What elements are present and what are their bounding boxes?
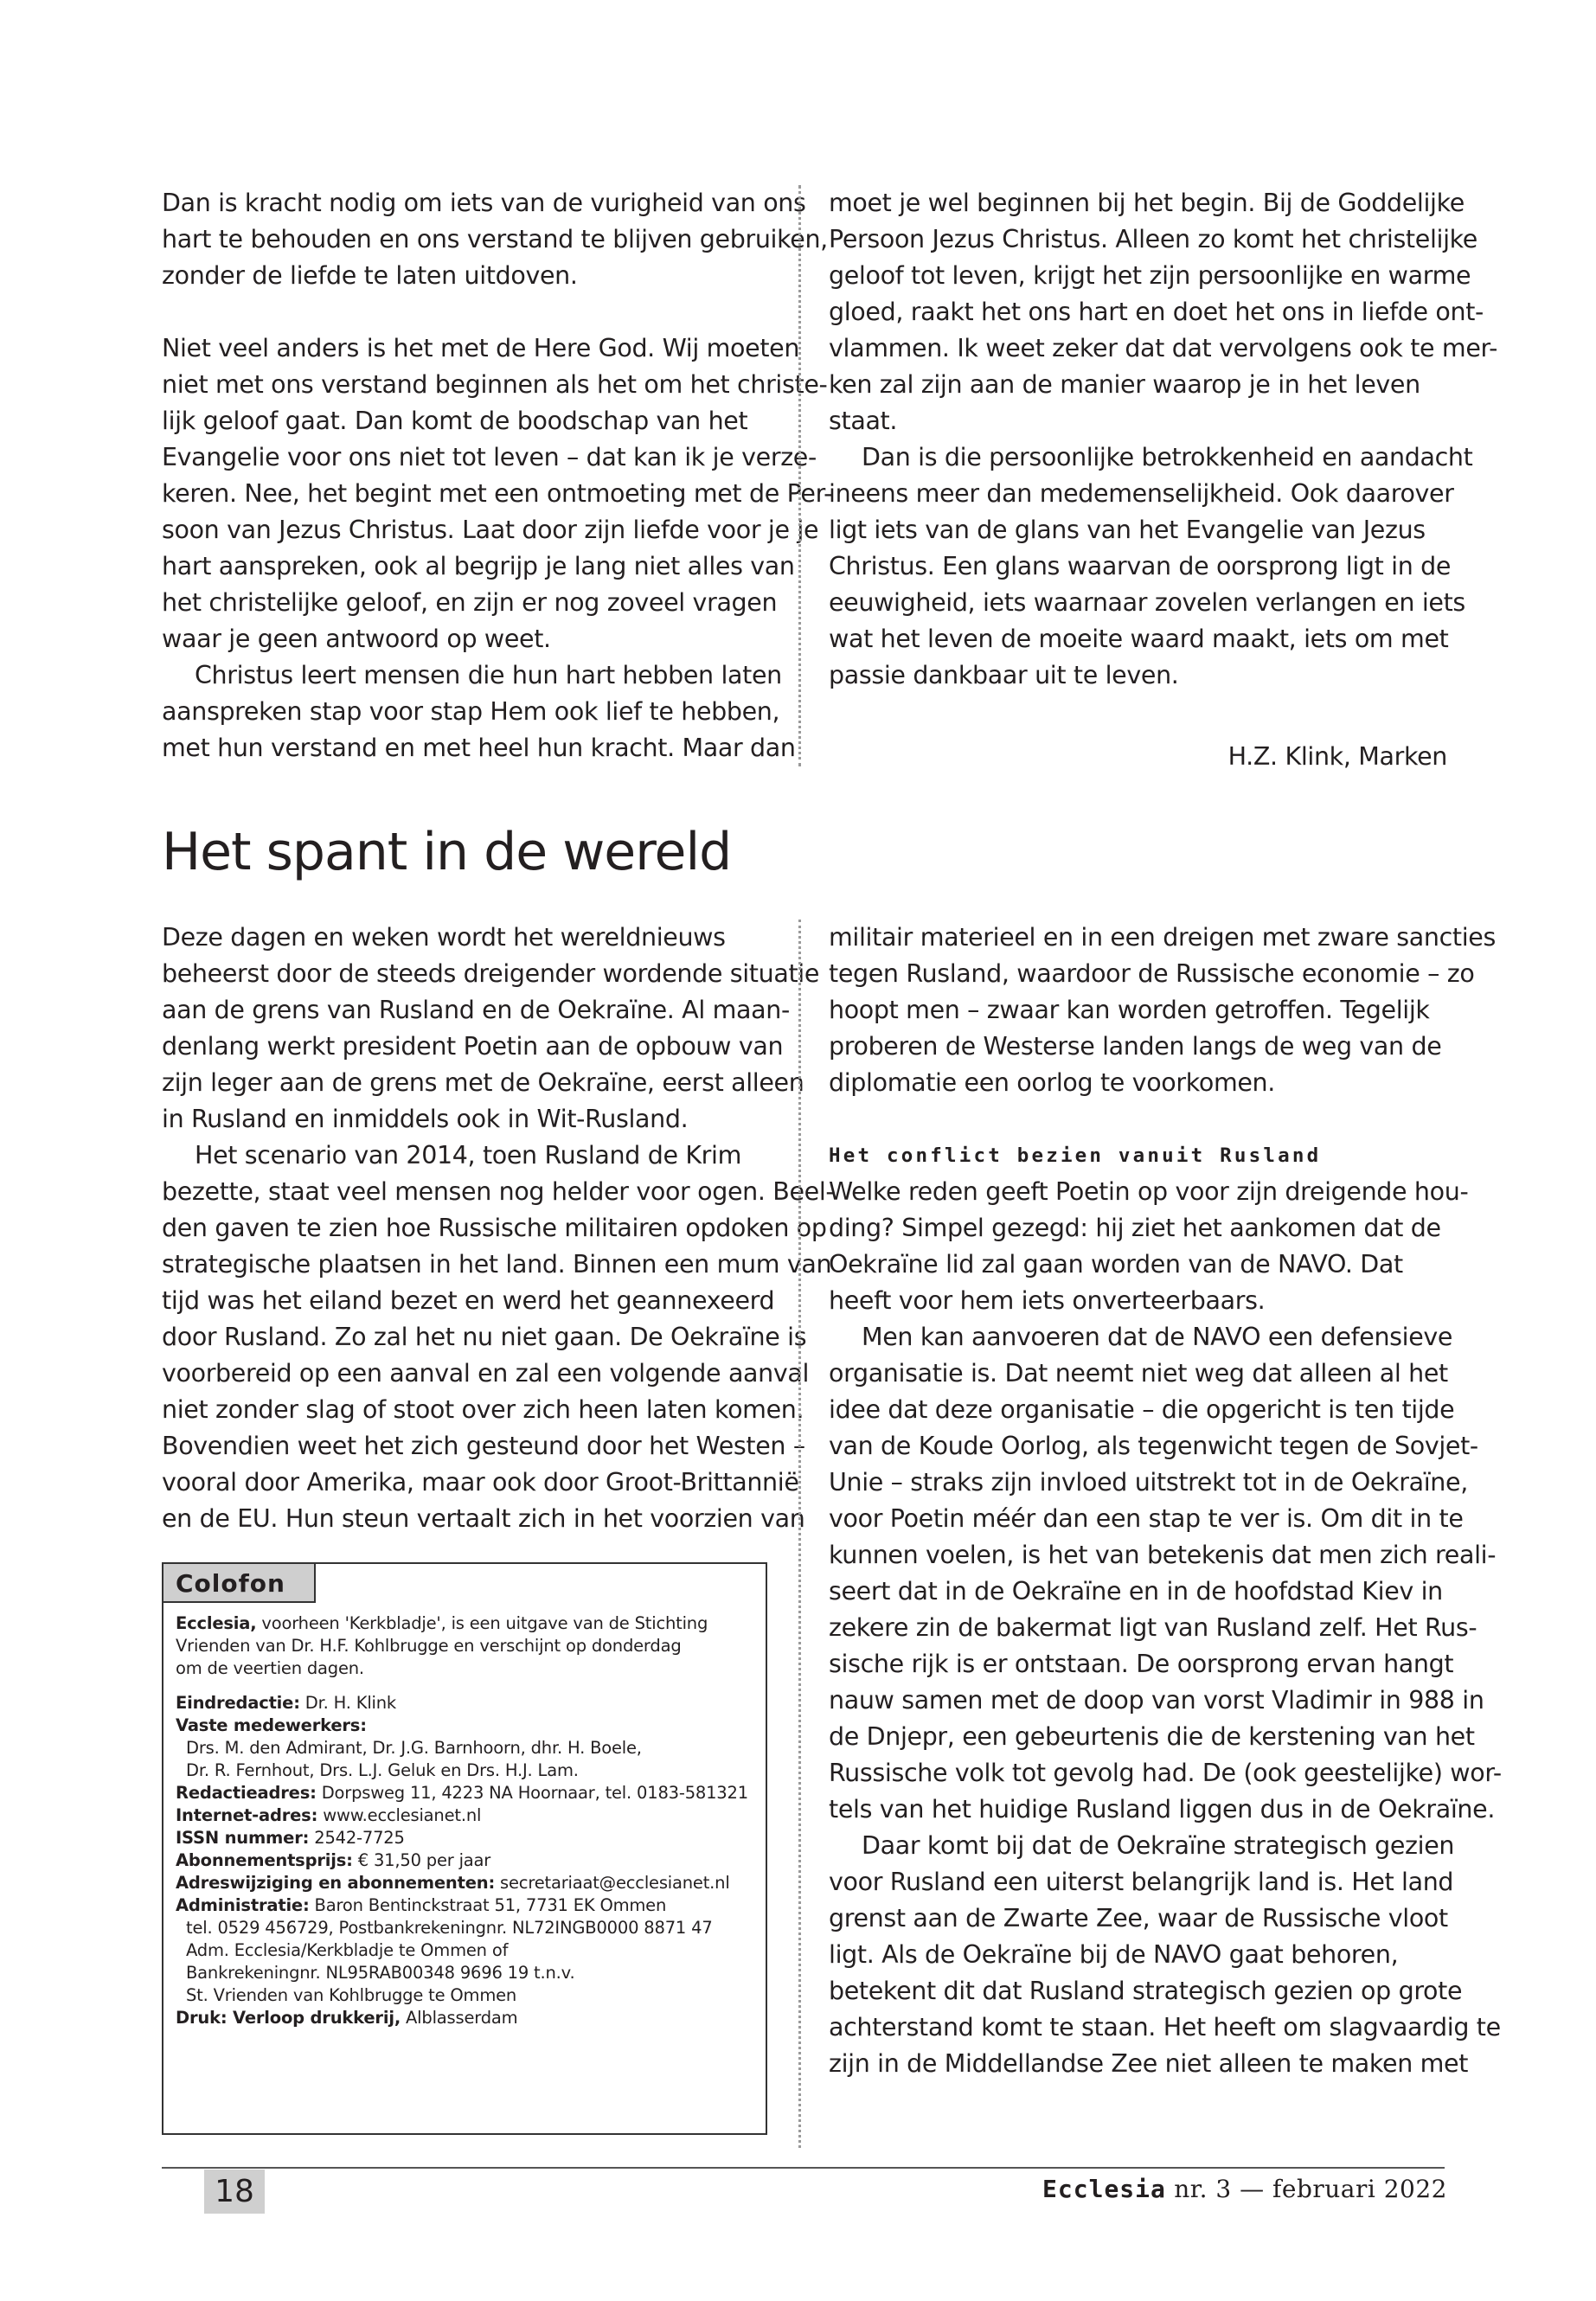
colofon-label: Ecclesia, bbox=[176, 1613, 257, 1633]
text-line: Niet veel anders is het met de Here God. Wij moeten bbox=[162, 334, 800, 362]
text-line: hart aanspreken, ook al begrijp je lang niet alles van bbox=[162, 552, 795, 580]
text-line: ineens meer dan medemenselijkheid. Ook daarover bbox=[829, 479, 1454, 508]
text-line: sische rijk is er ontstaan. De oorsprong ervan hangt bbox=[829, 1650, 1454, 1678]
colofon-line: om de veertien dagen. bbox=[176, 1658, 364, 1678]
text-line: militair materieel en in een dreigen met zware sancties bbox=[829, 923, 1496, 952]
text-line: Dan is kracht nodig om iets van de vurigheid van ons bbox=[162, 189, 806, 217]
column-divider bbox=[798, 185, 801, 766]
text-line: niet zonder slag of stoot over zich heen laten komen. bbox=[162, 1395, 804, 1424]
colofon-label: ISSN nummer: bbox=[176, 1828, 310, 1848]
text-line: wat het leven de moeite waard maakt, iets om met bbox=[829, 625, 1449, 653]
text-line: betekent dit dat Rusland strategisch gezien op grote bbox=[829, 1977, 1463, 2005]
colofon-label: Druk: Verloop drukkerij, bbox=[176, 2008, 401, 2028]
text-line: van de Koude Oorlog, als tegenwicht tegen de Sovjet- bbox=[829, 1432, 1478, 1460]
issue-info: nr. 3 — februari 2022 bbox=[1165, 2175, 1447, 2203]
colofon-value: Dorpsweg 11, 4223 NA Hoornaar, tel. 0183-581321 bbox=[316, 1783, 748, 1803]
colofon-label: Adreswijziging en abonnementen: bbox=[176, 1873, 496, 1893]
colofon-value: Alblasserdam bbox=[401, 2008, 518, 2028]
text-line: Unie – straks zijn invloed uitstrekt tot in de Oekraïne, bbox=[829, 1468, 1468, 1497]
text-line: Russische volk tot gevolg had. De (ook geestelijke) wor- bbox=[829, 1759, 1502, 1787]
text-line: soon van Jezus Christus. Laat door zijn liefde voor je je bbox=[162, 516, 819, 544]
text-line: lijk geloof gaat. Dan komt de boodschap van het bbox=[162, 407, 748, 435]
colofon-label: Abonnementsprijs: bbox=[176, 1850, 353, 1870]
text-line: tegen Rusland, waardoor de Russische economie – zo bbox=[829, 959, 1475, 988]
colofon-label: Redactieadres: bbox=[176, 1783, 317, 1803]
text-line: ding? Simpel gezegd: hij ziet het aankomen dat de bbox=[829, 1214, 1441, 1242]
text-line: denlang werkt president Poetin aan de opbouw van bbox=[162, 1032, 784, 1061]
text-line: achterstand komt te staan. Het heeft om slagvaardig te bbox=[829, 2013, 1501, 2041]
text-line: waar je geen antwoord op weet. bbox=[162, 625, 551, 653]
colofon-value: Dr. H. Klink bbox=[299, 1693, 397, 1713]
colofon-value: voorheen 'Kerkbladje', is een uitgave van de Stichting bbox=[256, 1613, 708, 1633]
text-line: organisatie is. Dat neemt niet weg dat alleen al het bbox=[829, 1359, 1448, 1388]
colofon-label: Internet-adres: bbox=[176, 1805, 318, 1825]
text-line: Men kan aanvoeren dat de NAVO een defensieve bbox=[862, 1323, 1453, 1351]
text-line: hoopt men – zwaar kan worden getroffen. Tegelijk bbox=[829, 996, 1430, 1024]
text-line: aanspreken stap voor stap Hem ook lief te hebben, bbox=[162, 697, 780, 726]
text-line: vlammen. Ik weet zeker dat dat vervolgens ook te mer- bbox=[829, 334, 1498, 362]
colofon-line: Vrienden van Dr. H.F. Kohlbrugge en verschijnt op donderdag bbox=[176, 1636, 682, 1656]
text-line: staat. bbox=[829, 407, 898, 435]
text-line: Daar komt bij dat de Oekraïne strategisch gezien bbox=[862, 1831, 1455, 1860]
text-line: heeft voor hem iets onverteerbaars. bbox=[829, 1286, 1266, 1315]
text-line: kunnen voelen, is het van betekenis dat men zich reali- bbox=[829, 1541, 1497, 1569]
text-line: voor Rusland een uiterst belangrijk land is. Het land bbox=[829, 1868, 1454, 1896]
text-line: Christus. Een glans waarvan de oorsprong ligt in de bbox=[829, 552, 1452, 580]
text-line: het christelijke geloof, en zijn er nog zoveel vragen bbox=[162, 588, 778, 617]
colofon-body bbox=[176, 1612, 759, 2029]
colofon-value: € 31,50 per jaar bbox=[352, 1850, 491, 1870]
text-line: en de EU. Hun steun vertaalt zich in het voorzien van bbox=[162, 1504, 805, 1533]
text-line: Persoon Jezus Christus. Alleen zo komt het christelijke bbox=[829, 225, 1477, 253]
text-line: geloof tot leven, krijgt het zijn persoonlijke en warme bbox=[829, 261, 1471, 290]
colofon-value: 2542-7725 bbox=[309, 1828, 405, 1848]
colofon-line: Drs. M. den Admirant, Dr. J.G. Barnhoorn, dhr. H. Boele, bbox=[186, 1738, 642, 1758]
text-line: diplomatie een oorlog te voorkomen. bbox=[829, 1068, 1275, 1097]
colofon-title: Colofon bbox=[163, 1564, 316, 1603]
text-line: Christus leert mensen die hun hart hebben laten bbox=[195, 661, 782, 689]
text-line: Het scenario van 2014, toen Rusland de Krim bbox=[195, 1141, 742, 1170]
text-line: voorbereid op een aanval en zal een volgende aanval bbox=[162, 1359, 810, 1388]
text-line: Oekraïne lid zal gaan worden van de NAVO. Dat bbox=[829, 1250, 1403, 1279]
text-line: niet met ons verstand beginnen als het om het christe- bbox=[162, 370, 828, 399]
colofon-website-link[interactable]: www.ecclesianet.nl bbox=[317, 1805, 482, 1825]
text-line: bezette, staat veel mensen nog helder voor ogen. Beel- bbox=[162, 1177, 835, 1206]
article-left-column bbox=[162, 920, 834, 1537]
footer-rule bbox=[162, 2167, 1445, 2169]
colofon-email-link[interactable]: secretariaat@ecclesianet.nl bbox=[495, 1873, 730, 1893]
text-line: beheerst door de steeds dreigender wordende situatie bbox=[162, 959, 820, 988]
text-line: voor Poetin méér dan een stap te ver is. Om dit in te bbox=[829, 1504, 1464, 1533]
colofon-label: Administratie: bbox=[176, 1895, 310, 1915]
colofon-line: Bankrekeningnr. NL95RAB00348 9696 19 t.n.v. bbox=[186, 1963, 575, 1983]
text-line: hart te behouden en ons verstand te blijven gebruiken, bbox=[162, 225, 828, 253]
text-line: passie dankbaar uit te leven. bbox=[829, 661, 1179, 689]
text-line: zijn in de Middellandse Zee niet alleen te maken met bbox=[829, 2049, 1469, 2078]
text-line: zonder de liefde te laten uitdoven. bbox=[162, 261, 578, 290]
text-line: ligt. Als de Oekraïne bij de NAVO gaat behoren, bbox=[829, 1940, 1399, 1969]
text-line: zekere zin de bakermat ligt van Rusland zelf. Het Rus- bbox=[829, 1613, 1477, 1642]
colofon-line: tel. 0529 456729, Postbankrekeningnr. NL72INGB0000 8871 47 bbox=[186, 1918, 713, 1938]
text-line: grenst aan de Zwarte Zee, waar de Russische vloot bbox=[829, 1904, 1448, 1932]
colofon-line: Dr. R. Fernhout, Drs. L.J. Geluk en Drs. H.J. Lam. bbox=[186, 1760, 579, 1780]
text-line: den gaven te zien hoe Russische militairen opdoken op bbox=[162, 1214, 827, 1242]
colofon-line: St. Vrienden van Kohlbrugge te Ommen bbox=[186, 1985, 517, 2005]
text-line: Evangelie voor ons niet tot leven – dat kan ik je verze- bbox=[162, 443, 817, 471]
top-left-column bbox=[162, 185, 832, 766]
text-line: proberen de Westerse landen langs de weg van de bbox=[829, 1032, 1442, 1061]
page-number: 18 bbox=[204, 2170, 265, 2214]
text-line: moet je wel beginnen bij het begin. Bij de Goddelijke bbox=[829, 189, 1465, 217]
text-line: eeuwigheid, iets waarnaar zovelen verlangen en iets bbox=[829, 588, 1465, 617]
footer-publication bbox=[1042, 2175, 1447, 2203]
text-line: gloed, raakt het ons hart en doet het ons in liefde ont- bbox=[829, 298, 1484, 326]
article-subheading: Het conflict bezien vanuit Rusland bbox=[829, 1144, 1322, 1167]
text-line: Welke reden geeft Poetin op voor zijn dreigende hou- bbox=[829, 1177, 1469, 1206]
text-line: zijn leger aan de grens met de Oekraïne, eerst alleen bbox=[162, 1068, 804, 1097]
text-line: Dan is die persoonlijke betrokkenheid en aandacht bbox=[862, 443, 1473, 471]
article-headline: Het spant in de wereld bbox=[162, 822, 732, 882]
colofon-label: Vaste medewerkers: bbox=[176, 1715, 367, 1735]
text-line: idee dat deze organisatie – die opgericht is ten tijde bbox=[829, 1395, 1455, 1424]
author-signature: H.Z. Klink, Marken bbox=[1227, 742, 1447, 771]
text-line: Deze dagen en weken wordt het wereldnieuws bbox=[162, 923, 726, 952]
text-line: ligt iets van de glans van het Evangelie van Jezus bbox=[829, 516, 1426, 544]
top-right-column bbox=[829, 185, 1497, 694]
text-line: in Rusland en inmiddels ook in Wit-Rusland. bbox=[162, 1105, 689, 1133]
text-line: ken zal zijn aan de manier waarop je in het leven bbox=[829, 370, 1420, 399]
text-line: Bovendien weet het zich gesteund door het Westen – bbox=[162, 1432, 805, 1460]
text-line: tels van het huidige Rusland liggen dus in de Oekraïne. bbox=[829, 1795, 1496, 1823]
text-line: de Dnjepr, een gebeurtenis die de kerstening van het bbox=[829, 1722, 1475, 1751]
text-line: nauw samen met de doop van vorst Vladimir in 988 in bbox=[829, 1686, 1484, 1715]
article-right-column bbox=[829, 920, 1502, 2082]
colofon-box bbox=[162, 1562, 767, 2135]
colofon-value: Baron Bentinckstraat 51, 7731 EK Ommen bbox=[309, 1895, 667, 1915]
colofon-line: Adm. Ecclesia/Kerkbladje te Ommen of bbox=[186, 1940, 509, 1960]
colofon-label: Eindredactie: bbox=[176, 1693, 300, 1713]
text-line: keren. Nee, het begint met een ontmoeting met de Per- bbox=[162, 479, 833, 508]
text-line: door Rusland. Zo zal het nu niet gaan. De Oekraïne is bbox=[162, 1323, 807, 1351]
text-line: strategische plaatsen in het land. Binnen een mum van bbox=[162, 1250, 832, 1279]
text-line: vooral door Amerika, maar ook door Groot-Brittannië bbox=[162, 1468, 799, 1497]
publication-name: Ecclesia bbox=[1042, 2175, 1166, 2203]
column-divider bbox=[798, 920, 801, 2148]
text-line: tijd was het eiland bezet en werd het geannexeerd bbox=[162, 1286, 775, 1315]
text-line: seert dat in de Oekraïne en in de hoofdstad Kiev in bbox=[829, 1577, 1443, 1606]
text-line: aan de grens van Rusland en de Oekraïne. Al maan- bbox=[162, 996, 790, 1024]
text-line: met hun verstand en met heel hun kracht. Maar dan bbox=[162, 734, 796, 762]
